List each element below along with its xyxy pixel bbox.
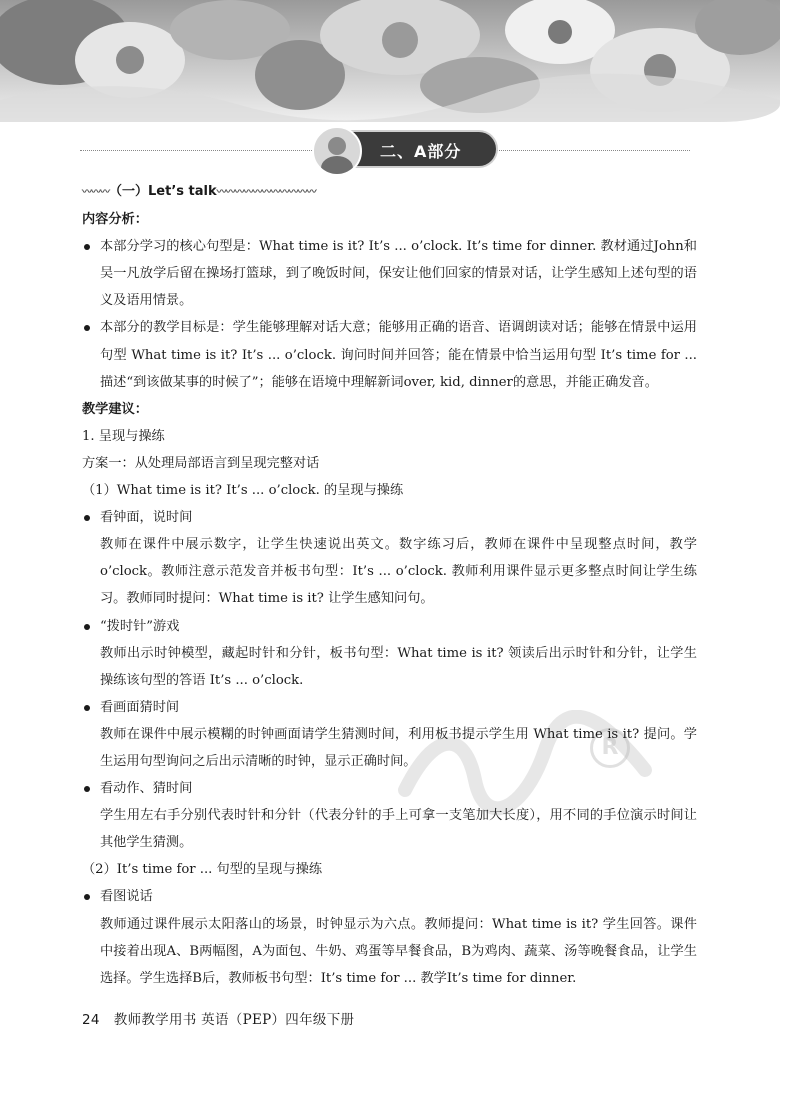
analysis-bullet: 本部分学习的核心句型是：What time is it? It’s ... o’clock. It’s time for dinner. 教材通过John和吴一凡放学后留在操场打篮球，到了晚饭时间，保安让他们回家的情景对话，让学生感知上述句型的语义及语用情景。 [82, 233, 697, 314]
main-content [82, 178, 697, 992]
activity-text: 教师出示时钟模型，藏起时针和分针，板书句型：What time is it? 领读后出示时针和分针，让学生操练该句型的答语 It’s ... o’clock. [100, 645, 697, 688]
registered-mark-watermark: R [590, 728, 630, 768]
activity-text: 学生用左右手分别代表时针和分针（代表分针的手上可拿一支笔加大长度），用不同的手位演示时间让其他学生猜测。 [100, 808, 697, 851]
activity-title: 看画面猜时间 [82, 694, 697, 721]
squiggle-decoration: 〰〰〰 [82, 187, 109, 198]
activity-text: 教师在课件中展示数字，让学生快速说出英文。数字练习后，教师在课件中呈现整点时间，教学o’clock。教师注意示范发音并板书句型：It’s ... o’clock. 教师利用课件显示更多整点时间让学生练习。教师同时提问：What time is it? 让学生感知问句。 [100, 537, 697, 607]
analysis-bullet: 本部分的教学目标是：学生能够理解对话大意；能够用正确的语音、语调朗读对话；能够在情景中运用句型 What time is it? It’s ... o’clock. 询问时间并回答；能在情景中恰当运用句型 It’s time for ... 描述“到该做某事的时候了”；能够在语境中理解新词over, kid, dinner的意思，并能正确发音。 [82, 314, 697, 395]
flower-pattern-decoration [0, 0, 780, 122]
activity-title: 看动作、猜时间 [82, 775, 697, 802]
page-footer [82, 1008, 354, 1028]
activity-text: 教师通过课件展示太阳落山的场景，时钟显示为六点。教师提问：What time is it? 学生回答。课件中接着出现A、B两幅图，A为面包、牛奶、鸡蛋等早餐食品，B为鸡肉、蔬菜、汤等晚餐食品，让学生选择。学生选择B后，教师板书句型：It’s time for ... 教学It’s time for dinner. [100, 916, 697, 986]
sub-item-heading: （1）What time is it? It’s ... o’clock. 的呈现与操练 [82, 483, 404, 499]
squiggle-decoration: 〰〰〰〰〰〰〰〰〰〰〰 [216, 187, 316, 198]
sub-item-heading: （2）It’s time for ... 句型的呈现与操练 [82, 862, 323, 878]
activity-text: 教师在课件中展示模糊的时钟画面请学生猜测时间，利用板书提示学生用 What time is it? 提问。学生运用句型询问之后出示清晰的时钟，显示正确时间。 [100, 726, 697, 769]
activity-title: 看钟面，说时间 [82, 504, 697, 531]
activity-title: “拨时针”游戏 [82, 613, 697, 640]
plan-heading: 方案一：从处理局部语言到呈现完整对话 [82, 455, 320, 471]
content-analysis-label: 内容分析： [82, 212, 148, 228]
teaching-suggestions-label: 教学建议： [82, 401, 148, 417]
page-number: 24 [82, 1012, 100, 1028]
book-title: 教师教学用书 英语（PEP）四年级下册 [113, 1012, 355, 1028]
activity-title: 看图说话 [82, 883, 697, 910]
teacher-avatar-icon [312, 126, 362, 176]
header-flower-banner [0, 0, 780, 122]
numbered-item: 1. 呈现与操练 [82, 428, 165, 444]
sub-section-heading: 〰〰〰（一）Let’s talk〰〰〰〰〰〰〰〰〰〰〰 [82, 184, 316, 199]
section-title: 二、A部分 [380, 142, 462, 161]
section-title-badge [318, 132, 496, 166]
